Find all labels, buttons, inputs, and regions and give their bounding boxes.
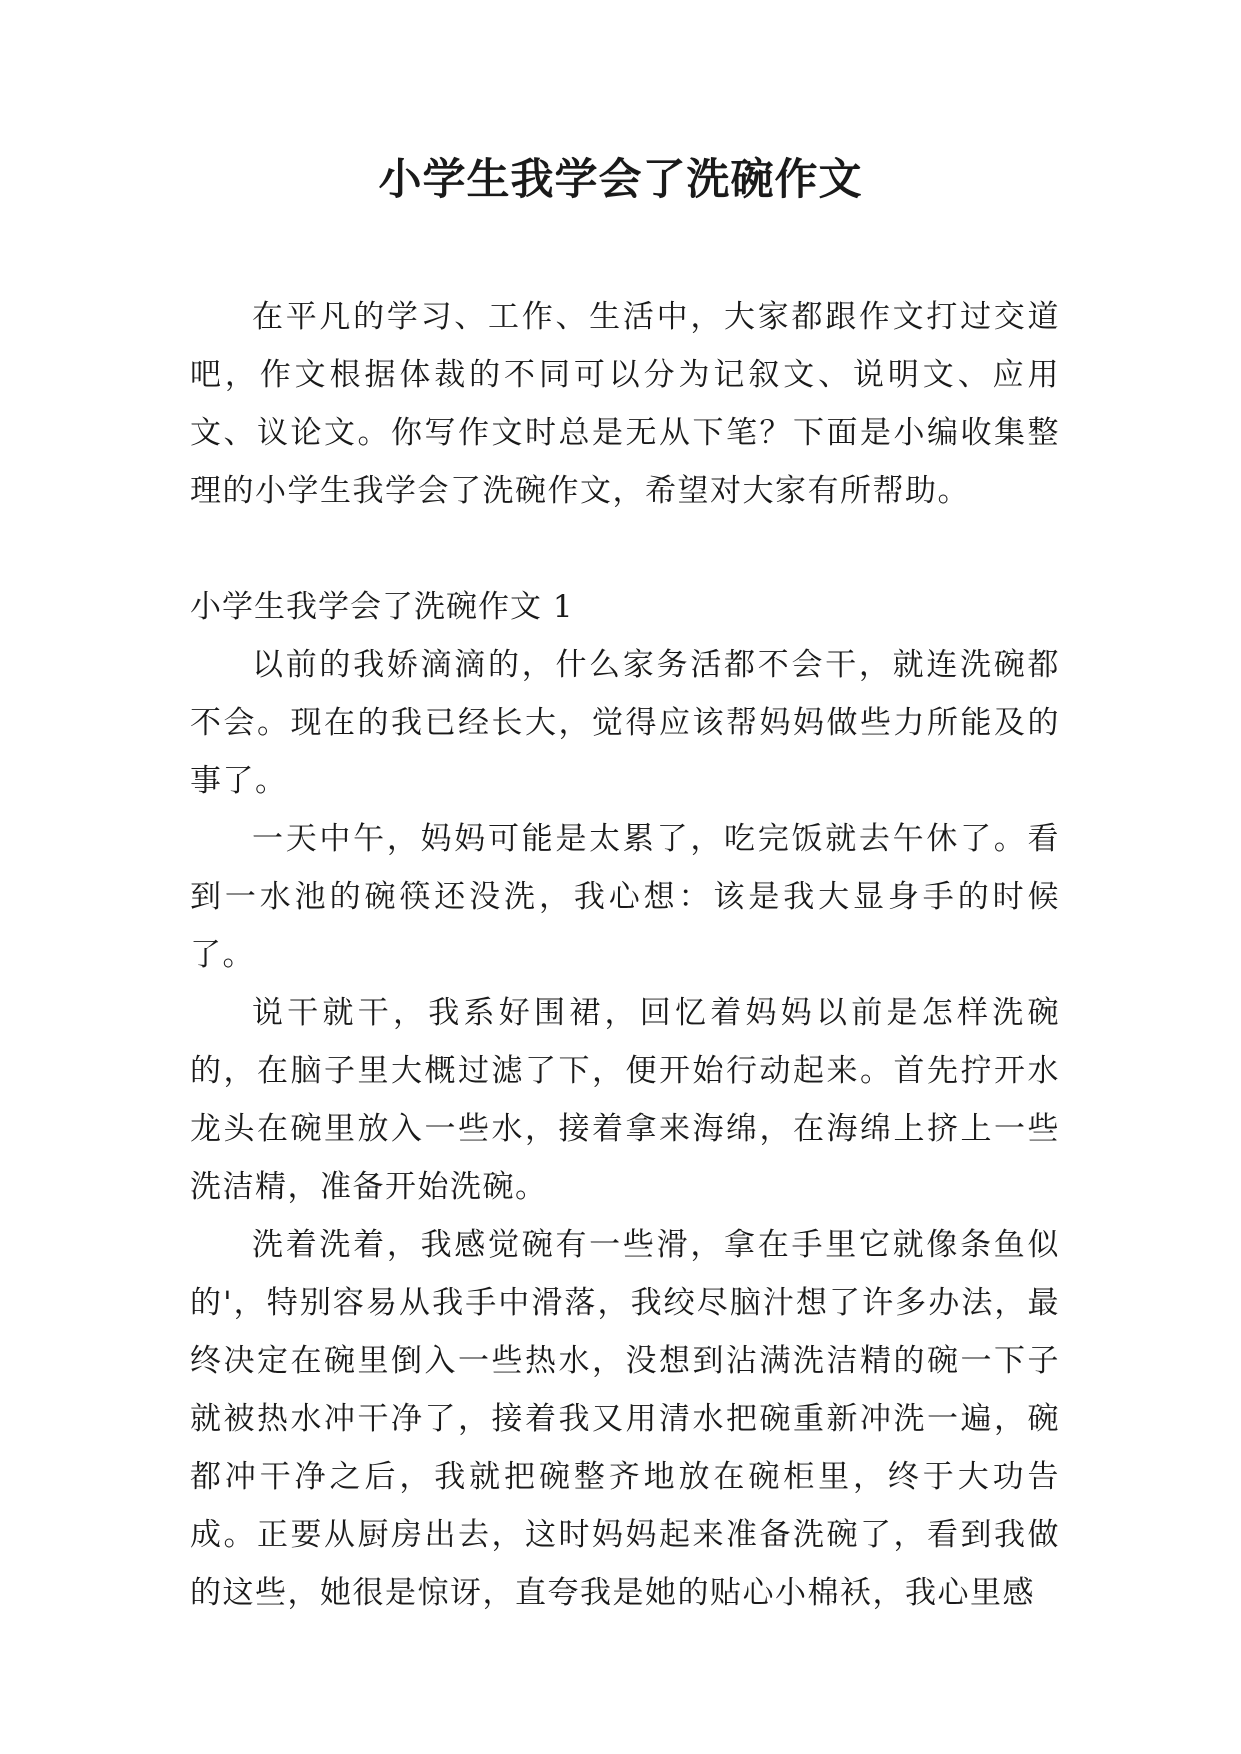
- document-title: 小学生我学会了洗碗作文: [378, 155, 863, 205]
- body-paragraph-2: 一天中午，妈妈可能是太累了，吃完饭就去午休了。看到一水池的碗筷还没洗，我心想：该是我大显身手的时候了。: [190, 821, 1060, 973]
- document-body: [190, 288, 1060, 1622]
- body-paragraph-3: 说干就干，我系好围裙，回忆着妈妈以前是怎样洗碗的，在脑子里大概过滤了下，便开始行动起来。首先拧开水龙头在碗里放入一些水，接着拿来海绵，在海绵上挤上一些洗洁精，准备开始洗碗。: [190, 995, 1060, 1205]
- body-paragraph-4: 洗着洗着，我感觉碗有一些滑，拿在手里它就像条鱼似的'，特别容易从我手中滑落，我绞尽脑汁想了许多办法，最终决定在碗里倒入一些热水，没想到沾满洗洁精的碗一下子就被热水冲干净了，接着我又用清水把碗重新冲洗一遍，碗都冲干净之后，我就把碗整齐地放在碗柜里，终于大功告成。正要从厨房出去，这时妈妈起来准备洗碗了，看到我做的这些，她很是惊讶，直夸我是她的贴心小棉袄，我心里感: [190, 1227, 1060, 1611]
- intro-paragraph: 在平凡的学习、工作、生活中，大家都跟作文打过交道吧，作文根据体裁的不同可以分为记叙文、说明文、应用文、议论文。你写作文时总是无从下笔？下面是小编收集整理的小学生我学会了洗碗作文，希望对大家有所帮助。: [190, 299, 1060, 509]
- section-heading: 小学生我学会了洗碗作文 1: [190, 589, 574, 625]
- body-paragraph-1: 以前的我娇滴滴的，什么家务活都不会干，就连洗碗都不会。现在的我已经长大，觉得应该帮妈妈做些力所能及的事了。: [190, 647, 1060, 799]
